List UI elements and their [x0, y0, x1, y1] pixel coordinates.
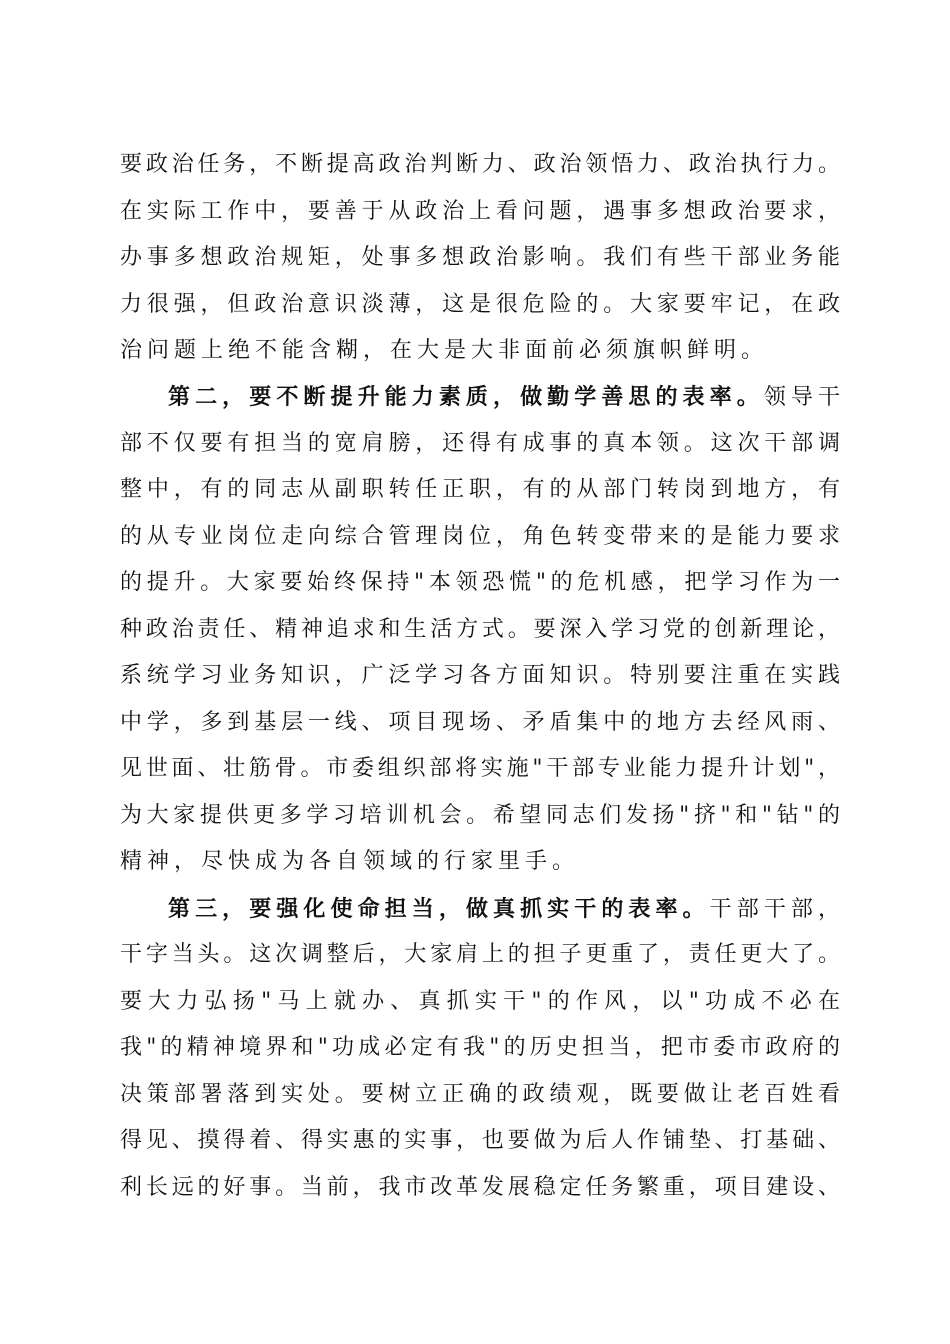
text-line: 得见、摸得着、得实惠的实事，也要做为后人作铺垫、打基础、	[120, 1128, 840, 1153]
text-line: 办事多想政治规矩，处事多想政治影响。我们有些干部业务能	[120, 245, 840, 270]
text-line: 我"的精神境界和"功成必定有我"的历史担当，把市委市政府的	[120, 1035, 841, 1060]
text-span: 干部干部，	[709, 897, 840, 922]
text-line	[168, 894, 840, 925]
text-line: 为大家提供更多学习培训机会。希望同志们发扬"挤"和"钻"的	[120, 803, 840, 828]
text-line: 系统学习业务知识，广泛学习各方面知识。特别要注重在实践	[120, 663, 840, 688]
text-line: 在实际工作中，要善于从政治上看问题，遇事多想政治要求，	[120, 199, 840, 224]
text-line: 部不仅要有担当的宽肩膀，还得有成事的真本领。这次干部调	[120, 431, 840, 456]
text-line: 整中，有的同志从副职转任正职，有的从部门转岗到地方，有	[120, 477, 840, 502]
text-span: 领导干	[763, 385, 840, 410]
text-line: 力很强，但政治意识淡薄，这是很危险的。大家要牢记，在政	[120, 292, 840, 317]
text-line: 决策部署落到实处。要树立正确的政绩观，既要做让老百姓看	[120, 1082, 840, 1107]
text-line: 要大力弘扬"马上就办、真抓实干"的作风，以"功成不必在	[120, 989, 840, 1014]
text-line: 的从专业岗位走向综合管理岗位，角色转变带来的是能力要求	[120, 524, 840, 549]
text-line: 要政治任务，不断提高政治判断力、政治领悟力、政治执行力。	[120, 152, 840, 177]
text-line: 治问题上绝不能含糊，在大是大非面前必须旗帜鲜明。	[120, 338, 769, 363]
text-line: 干字当头。这次调整后，大家肩上的担子更重了，责任更大了。	[120, 942, 840, 967]
text-line	[168, 382, 840, 413]
text-line: 的提升。大家要始终保持"本领恐慌"的危机感，把学习作为一	[120, 570, 840, 595]
paragraph-heading: 第二，要不断提升能力素质，做勤学善思的表率。	[168, 384, 764, 410]
text-line: 见世面、壮筋骨。市委组织部将实施"干部专业能力提升计划"，	[120, 756, 840, 781]
text-line: 精神，尽快成为各自领域的行家里手。	[120, 849, 580, 874]
text-line: 中学，多到基层一线、项目现场、矛盾集中的地方去经风雨、	[120, 710, 840, 735]
text-line: 种政治责任、精神追求和生活方式。要深入学习党的创新理论，	[120, 617, 840, 642]
paragraph-heading: 第三，要强化使命担当，做真抓实干的表率。	[168, 896, 710, 922]
text-line: 利长远的好事。当前，我市改革发展稳定任务繁重，项目建设、	[120, 1175, 840, 1200]
